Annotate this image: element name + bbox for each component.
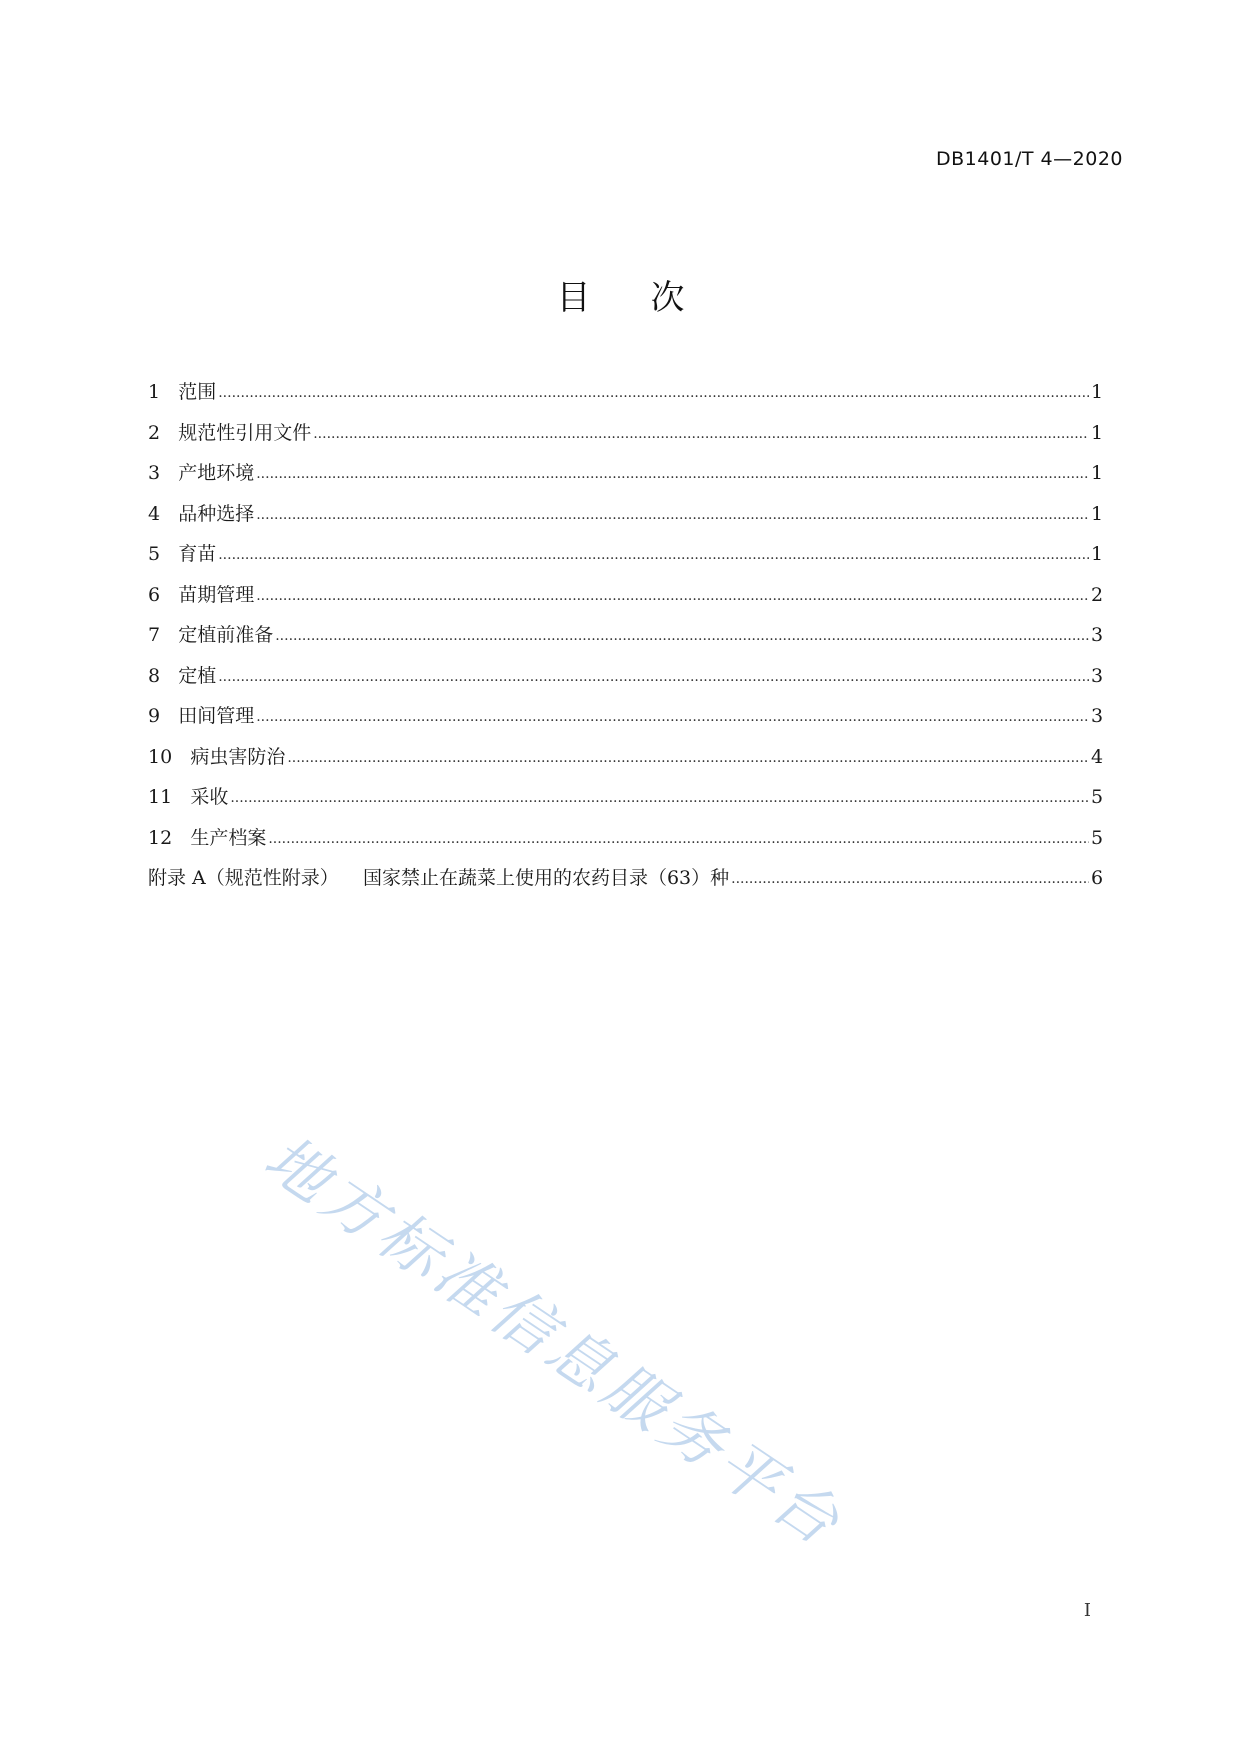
- toc-entry-page: 6: [1091, 867, 1104, 889]
- toc-entry-number: 8: [148, 664, 161, 687]
- toc-entry-6[interactable]: [148, 575, 1103, 616]
- toc-entry-label: 产地环境: [178, 462, 255, 484]
- toc-entry-12[interactable]: [148, 818, 1103, 859]
- toc-entry-number: 6: [148, 583, 161, 606]
- toc-entry-page: 3: [1091, 664, 1104, 687]
- toc-entry-page: 1: [1091, 543, 1104, 565]
- toc-entry-number: 2: [148, 421, 161, 444]
- toc-entry-number: 10: [148, 745, 173, 768]
- toc-leader-dots: [218, 657, 1089, 698]
- toc-entry-number: 3: [148, 462, 161, 484]
- toc-leader-dots: [256, 576, 1089, 617]
- toc-leader-dots: [287, 738, 1089, 779]
- toc-entry-11[interactable]: [148, 777, 1103, 818]
- toc-entry-number: 附录 A（规范性附录）: [148, 867, 339, 889]
- standard-code: DB1401/T 4—2020: [935, 148, 1123, 170]
- toc-entry-label: 生产档案: [190, 826, 267, 849]
- toc-entry-2[interactable]: [148, 413, 1103, 454]
- toc-entry-5[interactable]: [148, 534, 1103, 575]
- toc-leader-dots: [313, 414, 1089, 455]
- toc-entry-label: 定植前准备: [178, 624, 274, 646]
- page-number: I: [1083, 1600, 1091, 1621]
- toc-leader-dots: [275, 616, 1089, 657]
- toc-entry-label: 国家禁止在蔬菜上使用的农药目录（63）种: [362, 867, 730, 889]
- toc-entry-label: 采收: [190, 786, 229, 808]
- toc-entry-page: 5: [1091, 826, 1104, 849]
- toc-entry-page: 3: [1091, 624, 1104, 646]
- toc-entry-label: 病虫害防治: [190, 745, 286, 768]
- toc-leader-dots: [268, 819, 1089, 860]
- toc-entry-10[interactable]: [148, 737, 1103, 778]
- toc-entry-page: 1: [1091, 421, 1104, 444]
- toc-entry-label: 定植: [178, 664, 217, 687]
- toc-entry-1[interactable]: [148, 372, 1103, 413]
- toc-leader-dots: [256, 697, 1089, 738]
- toc-leader-dots: [731, 859, 1089, 900]
- toc-entry-9[interactable]: [148, 696, 1103, 737]
- toc-entry-7[interactable]: [148, 615, 1103, 656]
- toc-entry-page: 5: [1091, 786, 1104, 808]
- toc-entry-8[interactable]: [148, 656, 1103, 697]
- toc-entry-page: 3: [1091, 705, 1104, 727]
- toc-leader-dots: [218, 373, 1089, 414]
- toc-entry-number: 7: [148, 624, 161, 646]
- toc-leader-dots: [230, 778, 1089, 819]
- toc-entry-label: 规范性引用文件: [178, 421, 312, 444]
- toc-entry-page: 1: [1091, 381, 1104, 403]
- toc-entry-number: 9: [148, 705, 161, 727]
- toc-entry-page: 1: [1091, 462, 1104, 484]
- toc-entry-3[interactable]: [148, 453, 1103, 494]
- toc-leader-dots: [256, 495, 1089, 536]
- watermark: 地方标准信息服务平台: [251, 1120, 857, 1562]
- table-of-contents: [148, 372, 1103, 899]
- toc-entry-label: 品种选择: [178, 502, 255, 525]
- toc-leader-dots: [256, 454, 1089, 495]
- toc-entry-appendix-a[interactable]: [148, 858, 1103, 899]
- toc-entry-label: 苗期管理: [178, 583, 255, 606]
- toc-entry-label: 范围: [178, 381, 217, 403]
- toc-entry-4[interactable]: [148, 494, 1103, 535]
- page-title: 目次: [556, 278, 745, 318]
- toc-entry-number: 4: [148, 502, 161, 525]
- toc-leader-dots: [218, 535, 1089, 576]
- toc-entry-number: 12: [148, 826, 173, 849]
- toc-entry-page: 2: [1091, 583, 1104, 606]
- toc-entry-label: 田间管理: [178, 705, 255, 727]
- toc-entry-number: 5: [148, 543, 161, 565]
- toc-entry-page: 1: [1091, 502, 1104, 525]
- toc-entry-number: 11: [148, 786, 173, 808]
- toc-entry-label: 育苗: [178, 543, 217, 565]
- toc-entry-page: 4: [1091, 745, 1104, 768]
- toc-entry-number: 1: [148, 381, 161, 403]
